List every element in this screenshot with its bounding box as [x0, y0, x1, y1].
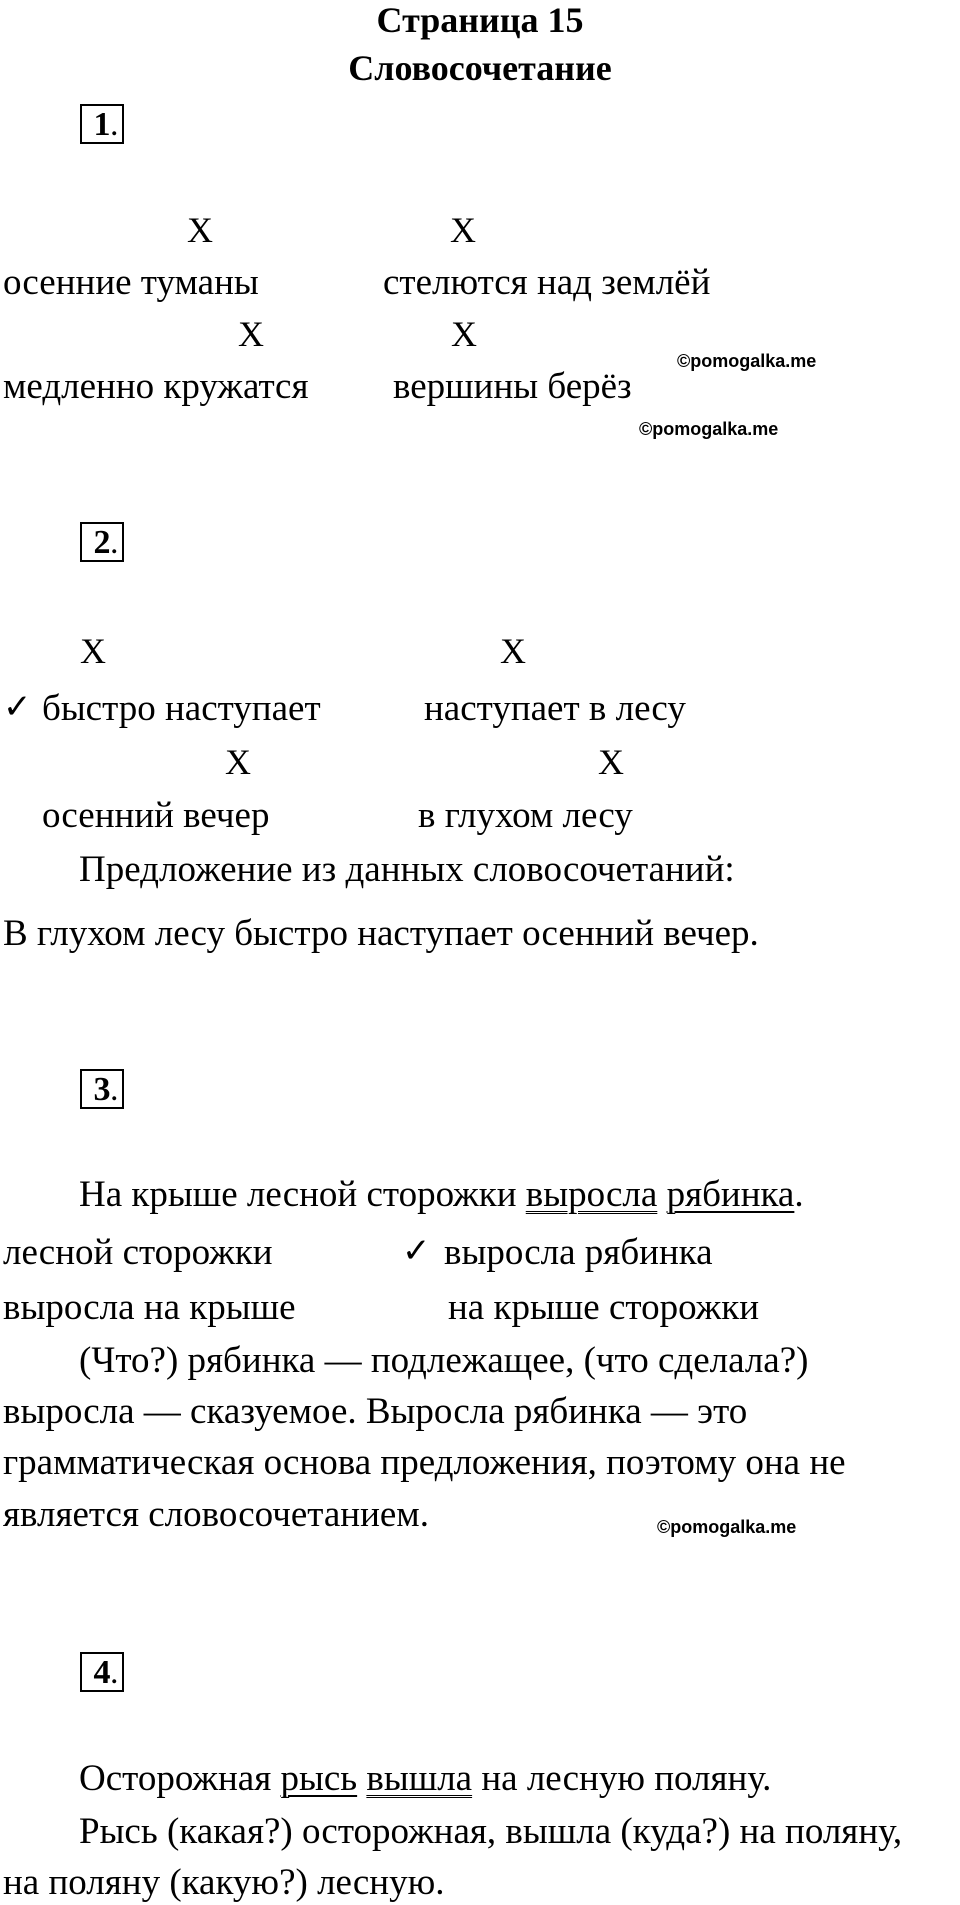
sentence-text: На крыше лесной сторожки — [79, 1174, 517, 1215]
watermark: ©pomogalka.me — [657, 1517, 797, 1537]
analysis-line: на поляну (какую?) лесную. — [3, 1862, 445, 1903]
x-mark: X — [451, 314, 477, 354]
subject-underlined: рысь — [280, 1758, 358, 1799]
x-mark: X — [187, 210, 213, 250]
task-3-dot: . — [110, 1071, 119, 1108]
task-4-number: 4 — [80, 1652, 124, 1692]
explanation-line: грамматическая основа предложения, поэтому она не — [3, 1442, 846, 1483]
phrase: вершины берёз — [393, 366, 632, 407]
explanation-line: (Что?) рябинка — подлежащее, (что сделала?) — [79, 1340, 809, 1381]
phrase: выросла рябинка — [444, 1232, 713, 1273]
x-mark: X — [238, 314, 264, 354]
x-mark: X — [500, 631, 526, 671]
task-4-sentence — [79, 1760, 771, 1797]
task-2-sentence: В глухом лесу быстро наступает осенний вечер. — [3, 913, 759, 954]
analysis-line: Рысь (какая?) осторожная, вышла (куда?) на поляну, — [79, 1811, 903, 1852]
x-mark: X — [80, 631, 106, 671]
task-2-number: 2 — [80, 522, 124, 562]
check-icon: ✓ — [402, 1231, 431, 1271]
sentence-text: Осторожная — [79, 1758, 272, 1799]
phrase: стелются над землёй — [383, 262, 711, 303]
phrase: осенний вечер — [42, 795, 270, 836]
sentence-text: на лесную поляну. — [481, 1758, 772, 1799]
watermark: ©pomogalka.me — [677, 351, 817, 371]
task-1-number: 1 — [80, 104, 124, 144]
task-2-dot: . — [110, 524, 119, 561]
predicate-underlined: вышла — [366, 1758, 473, 1799]
phrase: в глухом лесу — [418, 795, 633, 836]
task-3-sentence — [79, 1176, 804, 1213]
task-3-number: 3 — [80, 1069, 124, 1109]
x-mark: X — [598, 742, 624, 782]
explanation-line: выросла — сказуемое. Выросла рябинка — это — [3, 1391, 748, 1432]
phrase: быстро наступает — [42, 688, 321, 729]
phrase: на крыше сторожки — [448, 1287, 759, 1328]
task-2-prompt: Предложение из данных словосочетаний: — [79, 849, 735, 890]
phrase: наступает в лесу — [424, 688, 686, 729]
x-mark: X — [225, 742, 251, 782]
phrase: лесной сторожки — [3, 1232, 273, 1273]
task-4-dot: . — [110, 1654, 119, 1691]
watermark: ©pomogalka.me — [639, 419, 779, 439]
phrase: медленно кружатся — [3, 366, 309, 407]
explanation-line: является словосочетанием. — [3, 1494, 429, 1535]
predicate-underlined: выросла — [525, 1174, 658, 1215]
x-mark: X — [450, 210, 476, 250]
subject-underlined: рябинка — [666, 1174, 795, 1215]
phrase: осенние туманы — [3, 262, 259, 303]
page-title: Страница 15 — [376, 0, 584, 40]
topic-title: Словосочетание — [348, 48, 612, 88]
task-1-dot: . — [110, 106, 119, 143]
sentence-end: . — [794, 1174, 804, 1215]
check-icon: ✓ — [3, 687, 32, 727]
phrase: выросла на крыше — [3, 1287, 296, 1328]
